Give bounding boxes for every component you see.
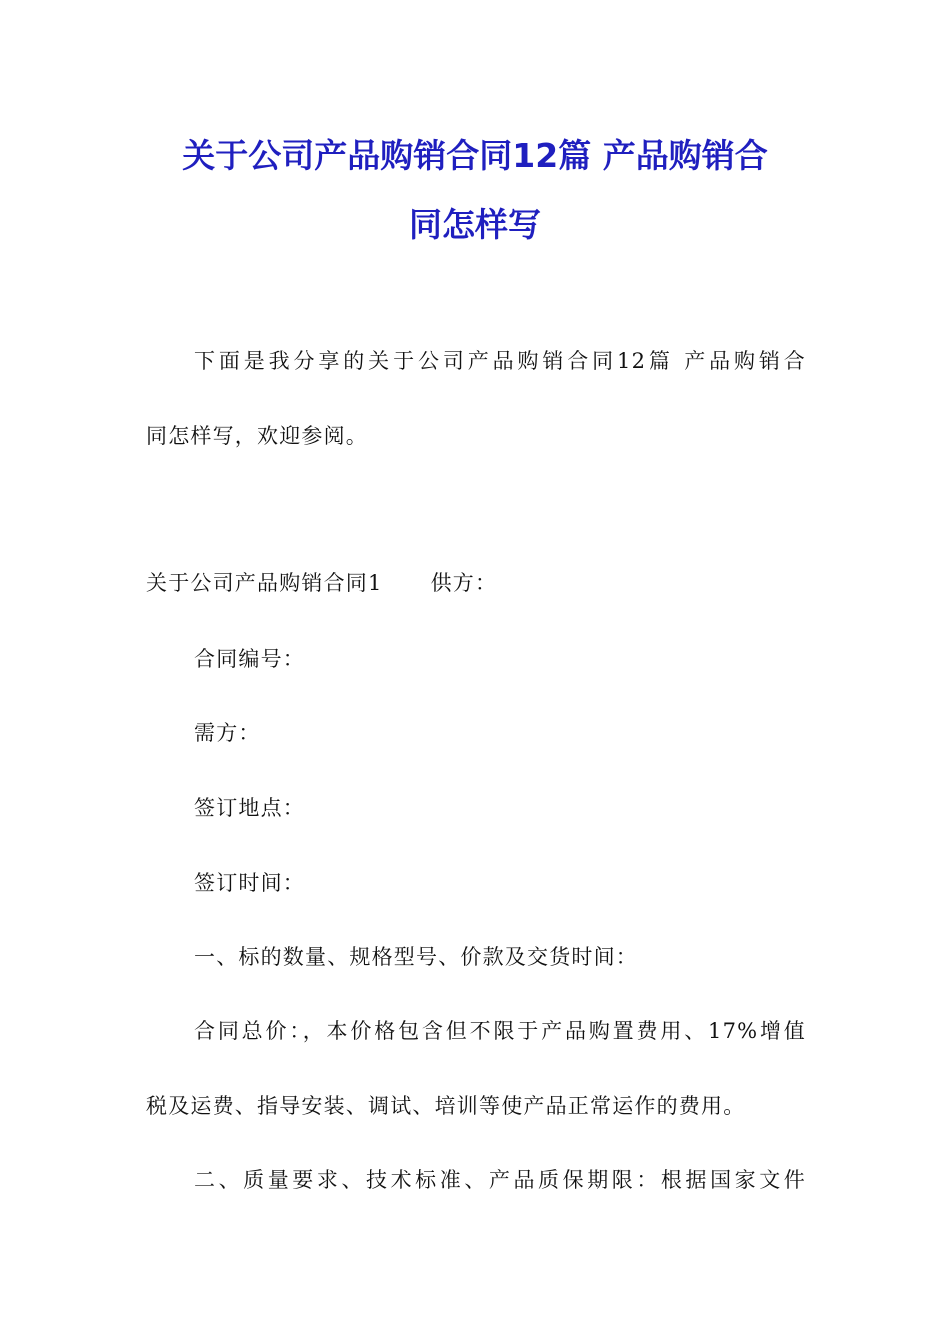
clause-2: 二、质量要求、技术标准、产品质保期限：根据国家文件	[194, 1168, 806, 1192]
section-heading-row	[146, 568, 806, 598]
document-title-line-1: 关于公司产品购销合同12篇 产品购销合	[182, 136, 768, 175]
clause-1: 一、标的数量、规格型号、价款及交货时间：	[194, 945, 638, 969]
buyer-field: 需方：	[194, 721, 261, 745]
section-heading: 关于公司产品购销合同1	[146, 571, 383, 595]
document-title-line-2: 同怎样写	[409, 205, 541, 244]
contract-number-field: 合同编号：	[194, 647, 305, 671]
sign-place-field: 签订地点：	[194, 796, 305, 820]
intro-line-2: 同怎样写，欢迎参阅。	[146, 424, 368, 448]
supplier-label: 供方：	[430, 571, 498, 595]
sign-time-field: 签订时间：	[194, 871, 305, 895]
total-price-line-2: 税及运费、指导安装、调试、培训等使产品正常运作的费用。	[146, 1094, 746, 1118]
total-price-line-1: 合同总价：，本价格包含但不限于产品购置费用、17%增值	[194, 1019, 806, 1043]
intro-line-1: 下面是我分享的关于公司产品购销合同12篇 产品购销合	[194, 349, 806, 373]
